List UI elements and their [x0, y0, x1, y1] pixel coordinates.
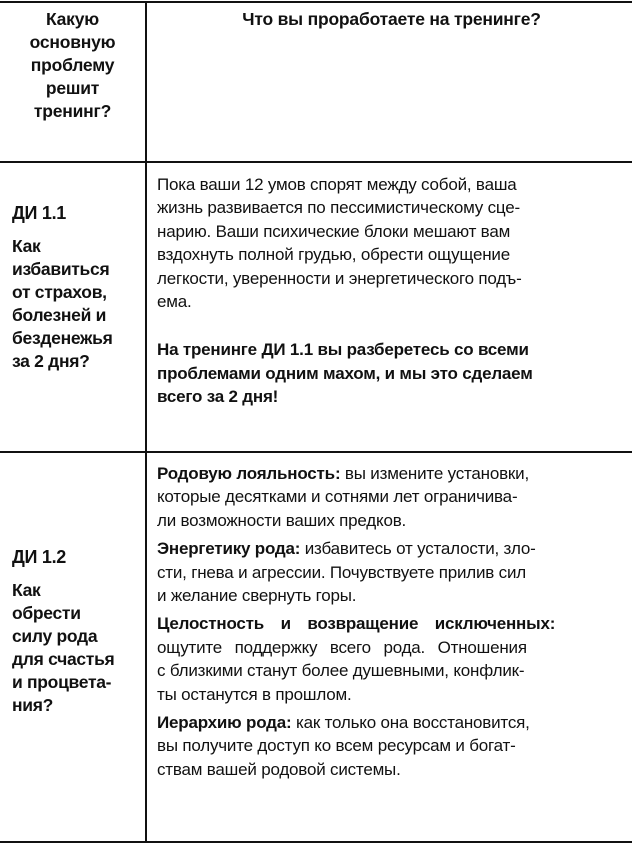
table-bottom-border: [0, 841, 632, 843]
row-2-right-cell: [147, 462, 632, 781]
header-left-cell: [0, 8, 145, 123]
text-line: ли возможности ваших предков.: [157, 510, 407, 530]
benefit-text: избавитесь от усталости, зло-: [300, 539, 536, 559]
question-line: болезней и: [12, 305, 107, 325]
text-line: ствам вашей родовой системы.: [157, 759, 401, 779]
row-2-left-cell: [0, 546, 145, 717]
question-line: от страхов,: [12, 282, 107, 302]
text-line: ты останутся в прошлом.: [157, 684, 352, 704]
text-line: ема.: [157, 292, 192, 312]
header-left-line: проблему: [30, 55, 115, 75]
question-line: и процвета-: [12, 672, 112, 692]
question-line: ния?: [12, 695, 54, 715]
text-line: Пока ваши 12 умов спорят между собой, ваша: [157, 175, 517, 194]
text-line: жизнь развивается по пессимистическому сце-: [157, 198, 520, 218]
benefit-text: как только она восстановится,: [291, 713, 530, 733]
text-line: ощутите поддержку всего рода. Отношения: [157, 637, 527, 657]
header-right-cell: [147, 8, 632, 31]
text-line: легкости, уверенности и энергетического подъ-: [157, 268, 522, 288]
training-question: [12, 235, 141, 373]
header-right-text: Что вы проработаете на тренинге?: [242, 9, 541, 29]
training-code: ДИ 1.1: [12, 203, 66, 223]
text-line: [157, 462, 626, 485]
benefit-title: Целостность и возвращение исключенных:: [157, 614, 556, 634]
text-line: и желание свернуть горы.: [157, 586, 357, 606]
header-divider: [0, 161, 632, 163]
table-top-border: [0, 1, 632, 3]
text-line: [157, 537, 626, 560]
header-left-line: решит: [45, 78, 100, 98]
text-line: вздохнуть полной грудью, обрести ощущение: [157, 245, 510, 265]
question-line: безденежья: [12, 328, 113, 348]
summary-paragraph: [157, 338, 626, 408]
question-line: Как: [12, 580, 41, 600]
benefit-paragraph: [157, 612, 626, 706]
benefit-paragraph: [157, 462, 626, 532]
row-1-right-cell: [147, 173, 632, 409]
question-line: Как: [12, 236, 41, 256]
text-line: всего за 2 дня!: [157, 387, 279, 407]
training-question: [12, 579, 141, 717]
text-line: проблемами одним махом, и мы это сделаем: [157, 363, 533, 383]
benefit-paragraph: [157, 711, 626, 781]
text-line: вы получите доступ ко всем ресурсам и богат-: [157, 736, 516, 756]
header-left-line: Какую: [45, 9, 100, 29]
benefit-title: Родовую лояльность:: [157, 464, 341, 483]
benefit-title: Энергетику рода:: [157, 539, 301, 559]
benefit-paragraph: [157, 537, 626, 607]
question-line: обрести: [12, 603, 81, 623]
question-line: за 2 дня?: [12, 351, 90, 371]
text-line: сти, гнева и агрессии. Почувствуете прилив сил: [157, 562, 526, 582]
text-line: На тренинге ДИ 1.1 вы разберетесь со всеми: [157, 340, 529, 360]
text-line: с близкими станут более душевными, конфлик-: [157, 661, 525, 681]
row-divider: [0, 451, 632, 453]
text-line: [157, 711, 626, 734]
training-code: ДИ 1.2: [12, 547, 66, 567]
text-line: которые десятками и сотнями лет ограничива-: [157, 487, 518, 507]
text-line: нарию. Ваши психические блоки мешают вам: [157, 221, 511, 241]
header-left-line: тренинг?: [33, 101, 112, 121]
question-line: избавиться: [12, 259, 110, 279]
question-line: силу рода: [12, 626, 98, 646]
question-line: для счастья: [12, 649, 115, 669]
description-paragraph: [157, 173, 626, 313]
row-1-left-cell: [0, 202, 145, 373]
text-line: [157, 612, 626, 635]
benefit-text: вы измените установки,: [340, 464, 529, 483]
header-left-line: основную: [29, 32, 116, 52]
benefit-title: Иерархию рода:: [157, 713, 292, 733]
